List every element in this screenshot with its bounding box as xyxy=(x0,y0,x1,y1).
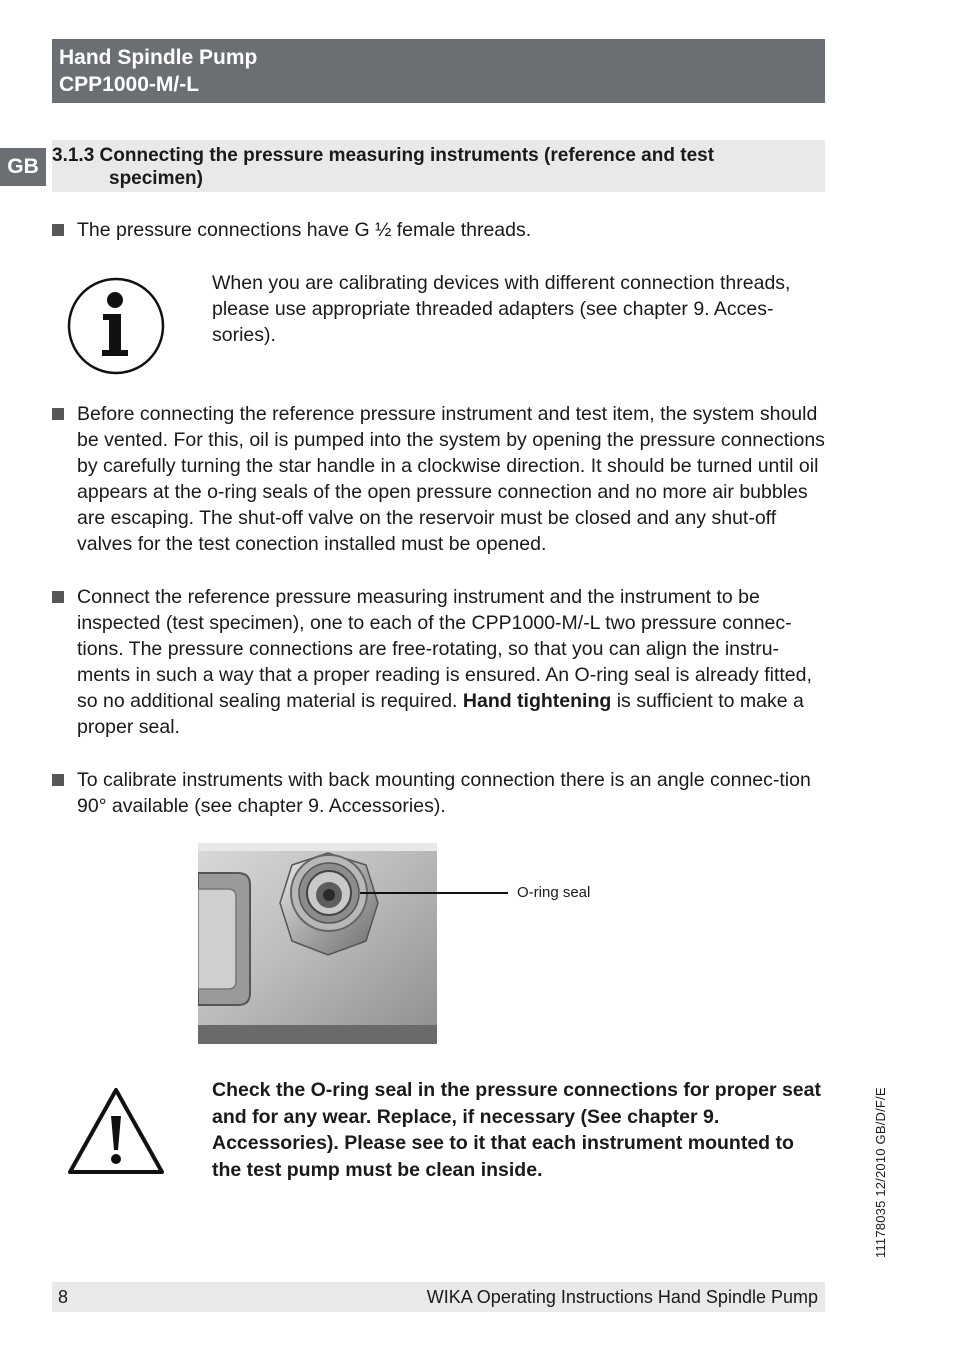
header-title-line1: Hand Spindle Pump xyxy=(59,46,258,69)
header-title-line2: CPP1000-M/-L xyxy=(59,73,200,96)
pressure-connection-photo xyxy=(198,843,437,1044)
bullet-bold-text: Hand tightening xyxy=(462,690,612,712)
bullet-item xyxy=(52,584,827,740)
bullet-square-icon xyxy=(52,591,64,603)
info-icon xyxy=(66,276,166,376)
bullet-item xyxy=(52,767,827,819)
warning-icon xyxy=(66,1086,166,1176)
info-note-text: When you are calibrating devices with different connection threads, please use appropriate threaded adapters (see chapter 9. Acces-sories). xyxy=(212,272,791,346)
warning-note-text: Check the O-ring seal in the pressure connections for proper seat and for any wear. Replace, if necessary (See chapter 9. Accessories). Please see to it that each instrument mounted to the test pump must be clean inside. xyxy=(212,1079,821,1181)
bullet-item xyxy=(52,217,827,243)
bullet-text: Before connecting the reference pressure instrument and test item, the system should be vented. For this, oil is pumped into the system by opening the pressure connections by carefully turning the star handle in a clockwise direction. It should be turned until oil appears at the o-ring seals of the open pressure connection and no more air bubbles are escaping. The shut-off valve on the reservoir must be closed and any shut-off valves for the test conection installed must be opened. xyxy=(77,403,825,555)
document-id-vertical: 11178035 12/2010 GB/D/F/E xyxy=(873,1087,888,1258)
bullet-text: The pressure connections have G ½ female threads. xyxy=(77,219,532,241)
section-number: 3.1.3 xyxy=(52,145,95,166)
callout-leader-line xyxy=(360,892,508,894)
bullet-square-icon xyxy=(52,224,64,236)
bullet-text xyxy=(77,584,827,740)
document-header xyxy=(52,39,825,103)
language-tab: GB xyxy=(0,148,46,186)
footer-text: WIKA Operating Instructions Hand Spindle Pump xyxy=(426,1287,818,1307)
section-title-line1: Connecting the pressure measuring instruments (reference and test xyxy=(99,145,715,166)
bullet-text-part: is sufficient to make a proper seal. xyxy=(77,690,804,738)
section-title-line2: specimen) xyxy=(109,168,203,189)
bullet-square-icon xyxy=(52,774,64,786)
bullet-text-part: Connect the reference pressure measuring instrument and the instrument to be inspected (test specimen), one to each of the CPP1000-M/-L two pressure connec-tions. The pressure connections are free-rotating, so that you can align the instru-ments in such a way that a proper reading is ensured. An O-ring seal is already fitted, so no additional sealing material is required. xyxy=(77,586,812,712)
page-footer xyxy=(52,1282,825,1312)
bullet-square-icon xyxy=(52,408,64,420)
o-ring-callout-label: O-ring seal xyxy=(517,884,591,901)
page-number: 8 xyxy=(58,1287,69,1307)
section-heading xyxy=(52,140,825,192)
bullet-text: To calibrate instruments with back mounting connection there is an angle connec-tion 90° available (see chapter 9. Accessories). xyxy=(77,769,811,817)
bullet-item xyxy=(52,401,827,557)
